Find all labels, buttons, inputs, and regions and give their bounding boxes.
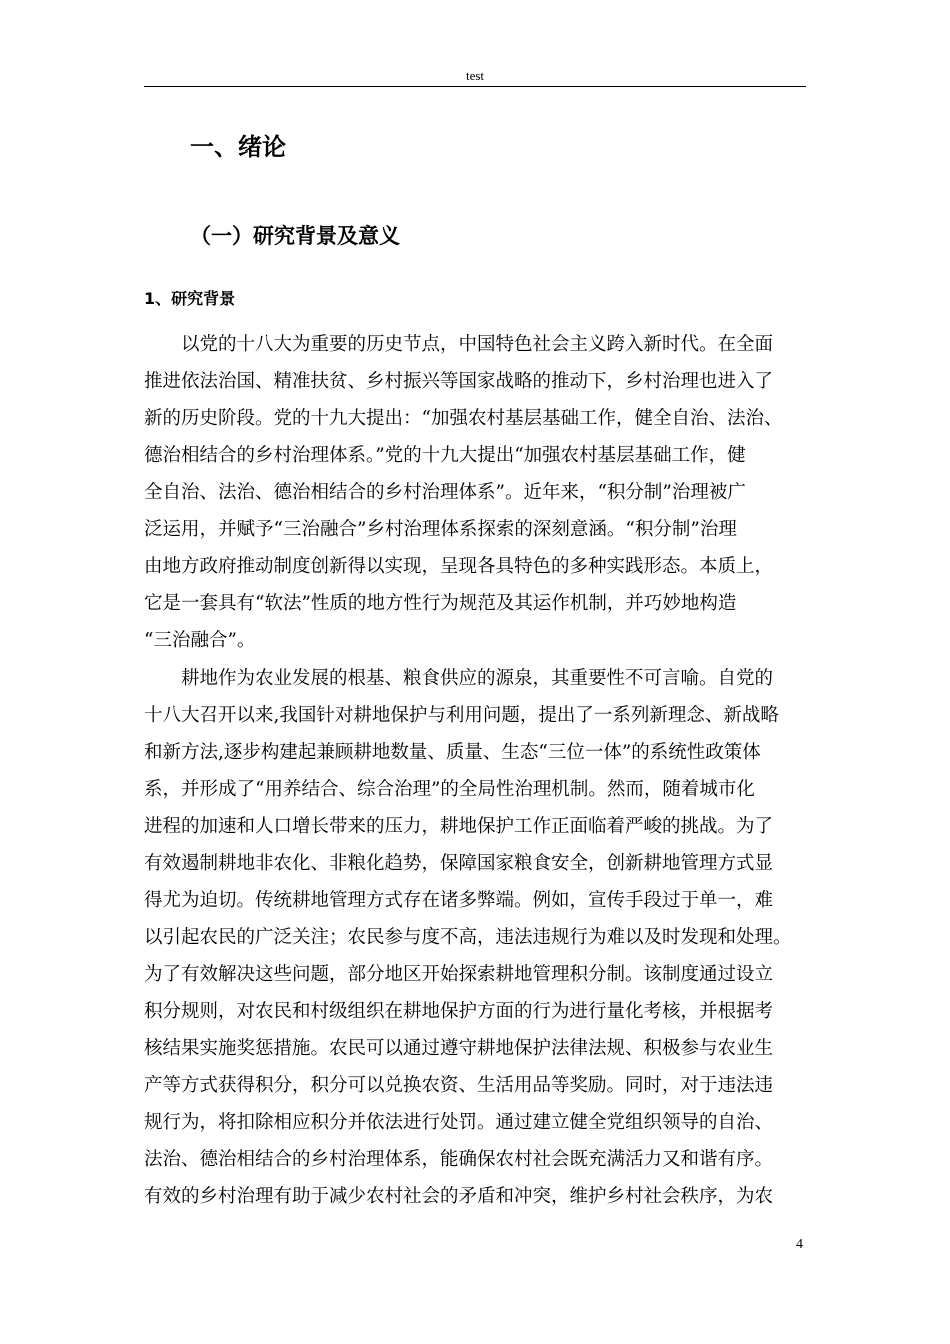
- body-text-line: 规行为，将扣除相应积分并依法进行处罚。通过建立健全党组织领导的自治、: [144, 1112, 774, 1133]
- body-text-line: 为了有效解决这些问题，部分地区开始探索耕地管理积分制。该制度通过设立: [144, 964, 774, 985]
- body-text-line: 有效遏制耕地非农化、非粮化趋势，保障国家粮食安全，创新耕地管理方式显: [144, 853, 774, 874]
- body-text-line: 有效的乡村治理有助于减少农村社会的矛盾和冲突，维护乡村社会秩序，为农: [144, 1186, 774, 1207]
- body-text-line: 进程的加速和人口增长带来的压力，耕地保护工作正面临着严峻的挑战。为了: [144, 816, 774, 837]
- body-text-line: 积分规则，对农民和村级组织在耕地保护方面的行为进行量化考核，并根据考: [144, 1001, 774, 1022]
- page-number: 4: [796, 1237, 803, 1252]
- body-text-line: 和新方法,逐步构建起兼顾耕地数量、质量、生态“三位一体”的系统性政策体: [144, 742, 761, 763]
- body-text-line: 它是一套具有“软法”性质的地方性行为规范及其运作机制，并巧妙地构造: [144, 593, 737, 614]
- body-text-line: 德治相结合的乡村治理体系。”党的十九大提出“加强农村基层基础工作，健: [144, 445, 746, 466]
- body-text-line: 以引起农民的广泛关注；农民参与度不高，违法违规行为难以及时发现和处理。: [144, 927, 792, 948]
- body-text-line: “三治融合”。: [144, 630, 256, 651]
- body-text-line: 泛运用，并赋予“三治融合”乡村治理体系探索的深刻意涵。“积分制”治理: [144, 519, 737, 540]
- body-text-line: 耕地作为农业发展的根基、粮食供应的源泉，其重要性不可言喻。自党的: [144, 668, 774, 689]
- subsection-heading: 1、研究背景: [144, 289, 236, 308]
- body-text-line: 核结果实施奖惩措施。农民可以通过遵守耕地保护法律法规、积极参与农业生: [144, 1038, 774, 1059]
- body-text-line: 全自治、法治、德治相结合的乡村治理体系”。近年来，“积分制”治理被广: [144, 482, 746, 503]
- body-text-line: 以党的十八大为重要的历史节点，中国特色社会主义跨入新时代。在全面: [144, 334, 774, 355]
- header-divider: [144, 86, 806, 87]
- body-text-line: 由地方政府推动制度创新得以实现，呈现各具特色的多种实践形态。本质上，: [144, 556, 774, 577]
- page-header: test: [465, 68, 485, 83]
- chapter-heading: 一、绪论: [190, 133, 286, 161]
- body-text-line: 系，并形成了“用养结合、综合治理”的全局性治理机制。然而，随着城市化: [144, 779, 755, 800]
- body-text-line: 得尤为迫切。传统耕地管理方式存在诸多弊端。例如，宣传手段过于单一，难: [144, 890, 774, 911]
- section-heading: （一）研究背景及意义: [190, 224, 400, 248]
- body-text-line: 新的历史阶段。党的十九大提出：“加强农村基层基础工作，健全自治、法治、: [144, 408, 783, 429]
- body-text-line: 十八大召开以来,我国针对耕地保护与利用问题，提出了一系列新理念、新战略: [144, 705, 779, 726]
- body-text-line: 法治、德治相结合的乡村治理体系，能确保农村社会既充满活力又和谐有序。: [144, 1149, 774, 1170]
- body-text-line: 产等方式获得积分，积分可以兑换农资、生活用品等奖励。同时，对于违法违: [144, 1075, 774, 1096]
- body-text-line: 推进依法治国、精准扶贫、乡村振兴等国家战略的推动下，乡村治理也进入了: [144, 371, 774, 392]
